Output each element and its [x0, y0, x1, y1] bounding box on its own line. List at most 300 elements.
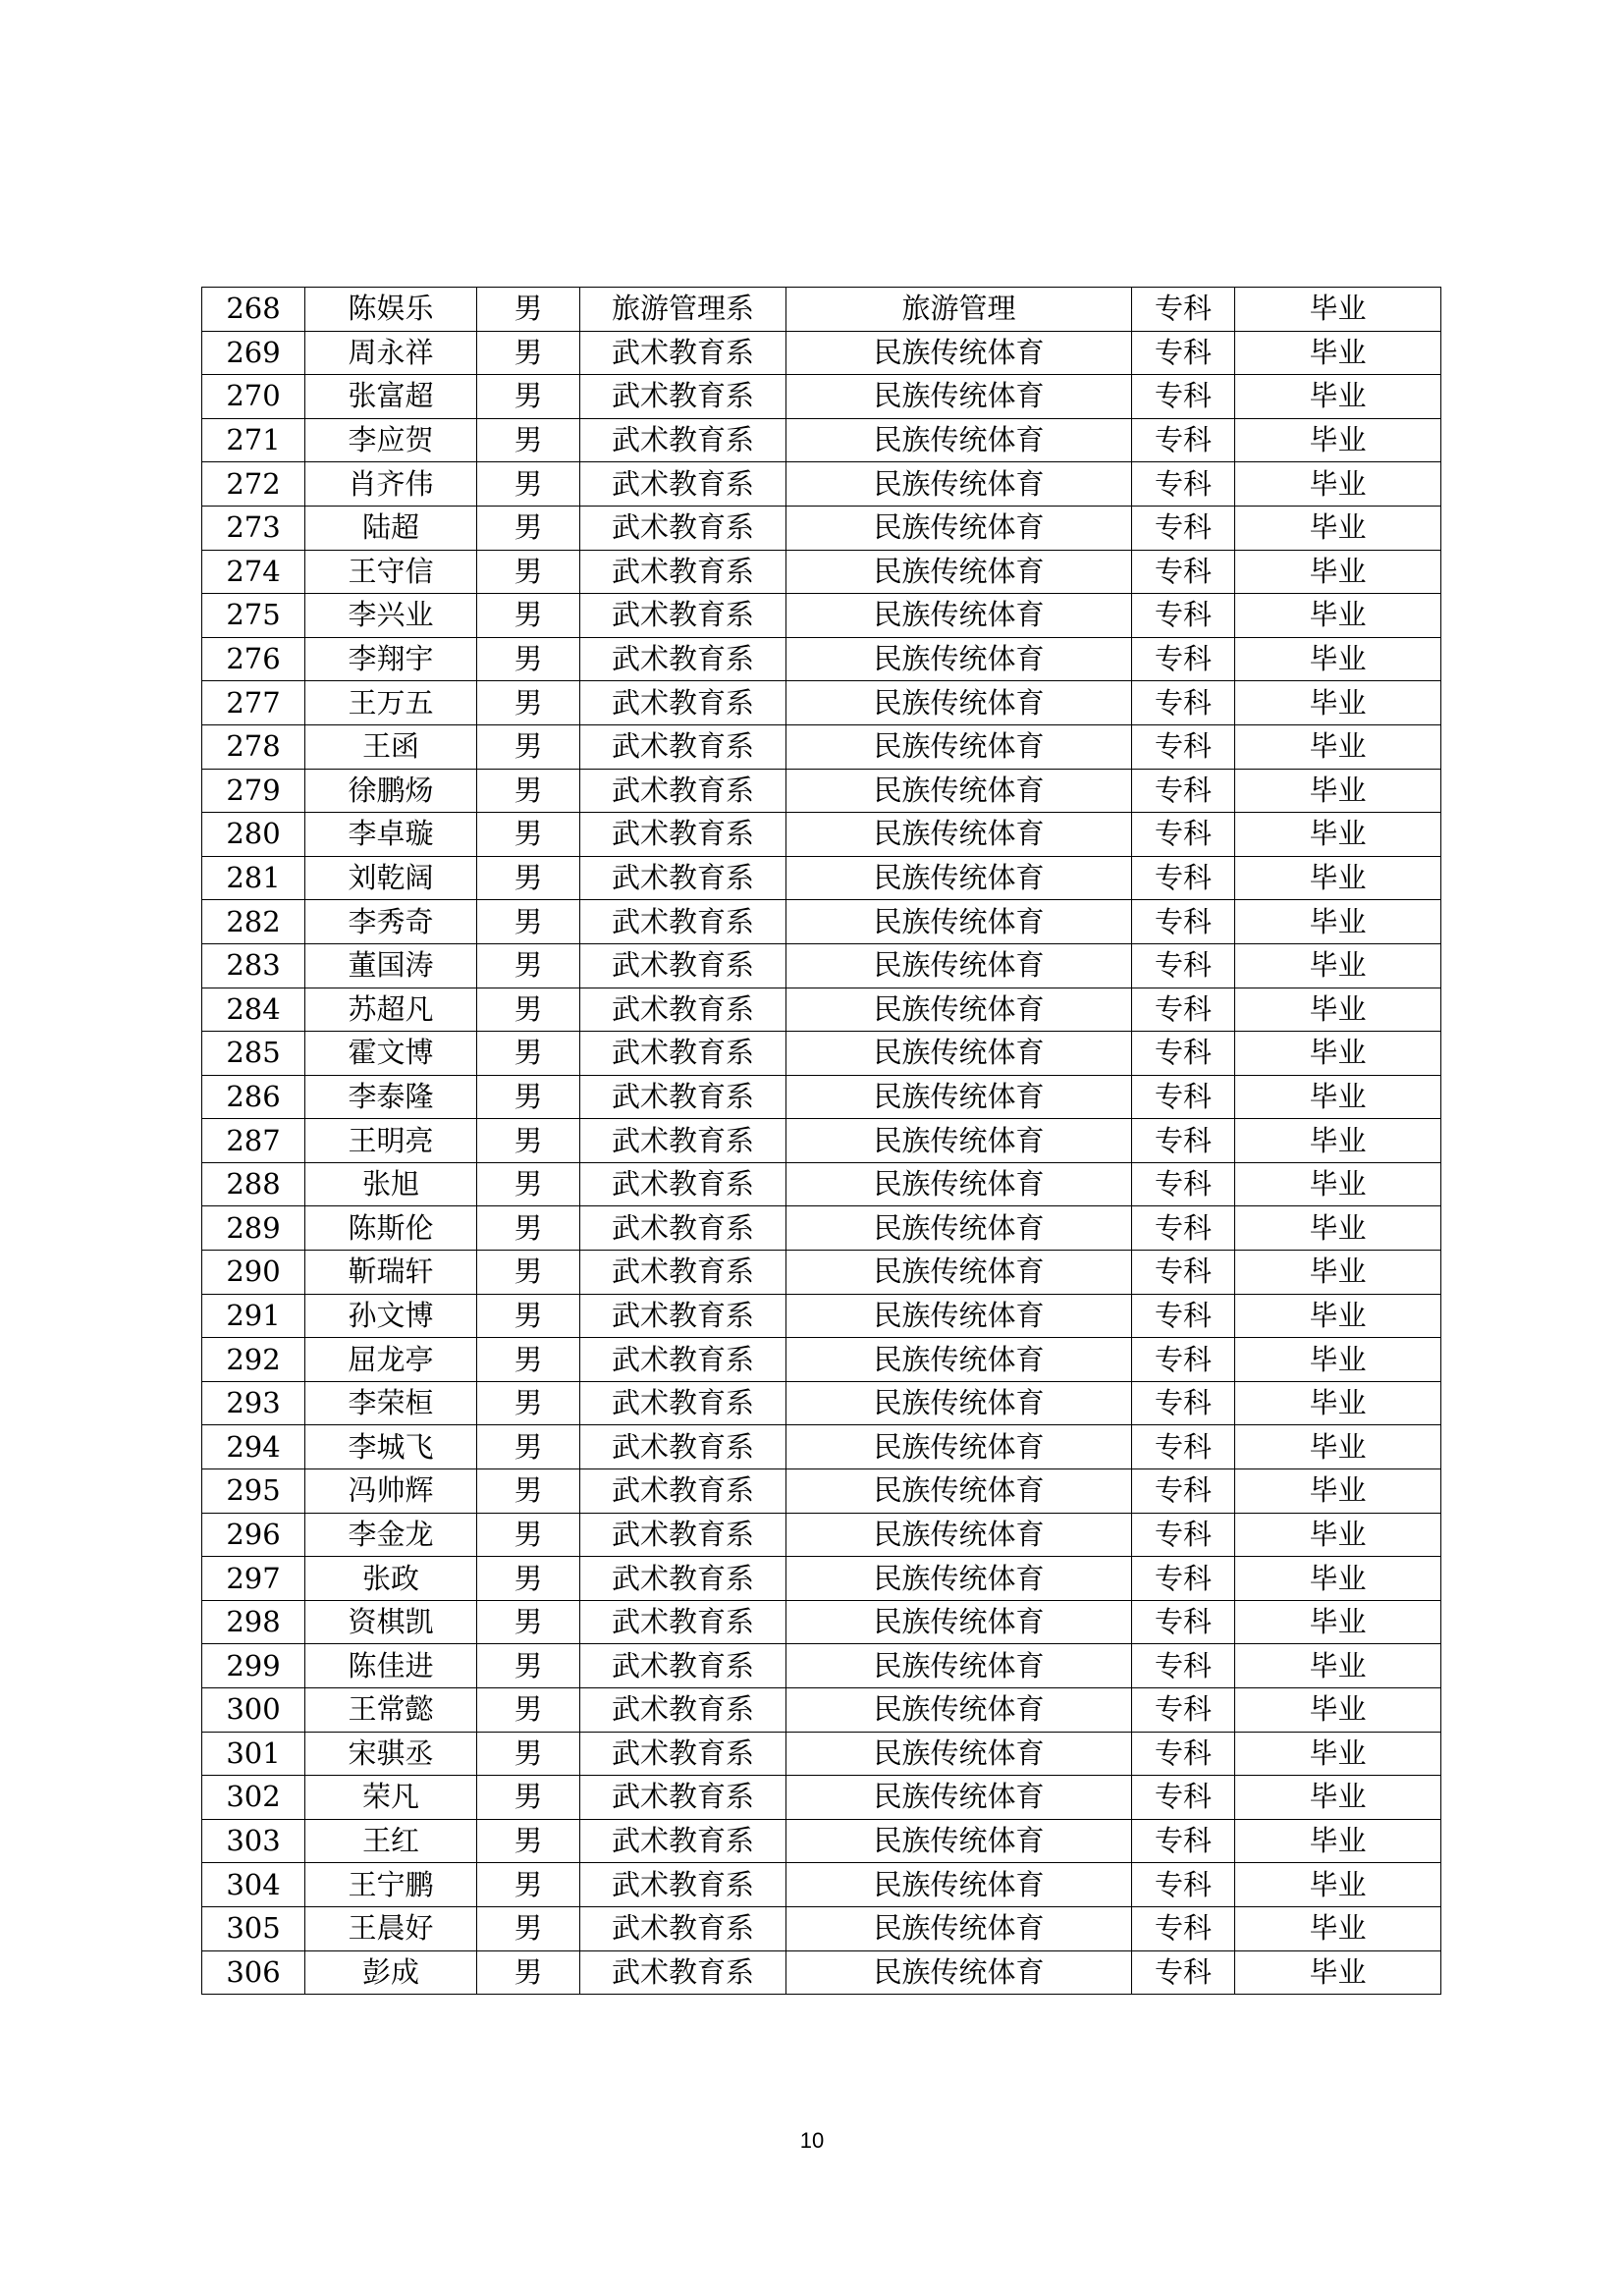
cell-gender: 男: [477, 1776, 580, 1820]
cell-status: 毕业: [1235, 1032, 1441, 1076]
cell-gender: 男: [477, 506, 580, 550]
cell-department: 武术教育系: [580, 1206, 786, 1251]
cell-department: 武术教育系: [580, 1425, 786, 1469]
table-row: [202, 288, 1441, 332]
cell-status: 毕业: [1235, 1950, 1441, 1995]
cell-gender: 男: [477, 1469, 580, 1514]
cell-level: 专科: [1132, 1644, 1235, 1688]
cell-major: 民族传统体育: [786, 1557, 1132, 1601]
cell-gender: 男: [477, 724, 580, 769]
table-body: [202, 288, 1441, 1995]
cell-status: 毕业: [1235, 1206, 1441, 1251]
cell-level: 专科: [1132, 1906, 1235, 1950]
cell-major: 民族传统体育: [786, 1032, 1132, 1076]
cell-status: 毕业: [1235, 1776, 1441, 1820]
cell-major: 民族传统体育: [786, 856, 1132, 900]
cell-department: 武术教育系: [580, 418, 786, 462]
cell-seq-no: 304: [202, 1863, 305, 1907]
cell-department: 武术教育系: [580, 1162, 786, 1206]
cell-name: 陈斯伦: [305, 1206, 477, 1251]
cell-gender: 男: [477, 943, 580, 988]
cell-status: 毕业: [1235, 1819, 1441, 1863]
table-row: [202, 1425, 1441, 1469]
cell-level: 专科: [1132, 856, 1235, 900]
cell-name: 王红: [305, 1819, 477, 1863]
cell-status: 毕业: [1235, 1600, 1441, 1644]
cell-seq-no: 276: [202, 637, 305, 681]
cell-gender: 男: [477, 1032, 580, 1076]
cell-major: 民族传统体育: [786, 988, 1132, 1032]
cell-status: 毕业: [1235, 813, 1441, 857]
table-row: [202, 1381, 1441, 1425]
cell-level: 专科: [1132, 1425, 1235, 1469]
cell-status: 毕业: [1235, 724, 1441, 769]
cell-level: 专科: [1132, 1732, 1235, 1776]
cell-department: 武术教育系: [580, 813, 786, 857]
cell-level: 专科: [1132, 331, 1235, 375]
cell-gender: 男: [477, 1819, 580, 1863]
cell-seq-no: 295: [202, 1469, 305, 1514]
cell-seq-no: 306: [202, 1950, 305, 1995]
cell-level: 专科: [1132, 1513, 1235, 1557]
cell-status: 毕业: [1235, 988, 1441, 1032]
cell-seq-no: 292: [202, 1338, 305, 1382]
cell-status: 毕业: [1235, 943, 1441, 988]
cell-gender: 男: [477, 418, 580, 462]
table-row: [202, 1294, 1441, 1338]
cell-department: 武术教育系: [580, 1075, 786, 1119]
cell-department: 武术教育系: [580, 1381, 786, 1425]
cell-major: 民族传统体育: [786, 506, 1132, 550]
cell-level: 专科: [1132, 988, 1235, 1032]
page-number: 10: [799, 2128, 825, 2153]
cell-status: 毕业: [1235, 288, 1441, 332]
cell-seq-no: 273: [202, 506, 305, 550]
cell-level: 专科: [1132, 1294, 1235, 1338]
cell-name: 王晨好: [305, 1906, 477, 1950]
cell-name: 王宁鹏: [305, 1863, 477, 1907]
cell-major: 民族传统体育: [786, 1425, 1132, 1469]
cell-department: 武术教育系: [580, 1950, 786, 1995]
cell-gender: 男: [477, 813, 580, 857]
cell-seq-no: 286: [202, 1075, 305, 1119]
cell-department: 武术教育系: [580, 1469, 786, 1514]
cell-seq-no: 282: [202, 900, 305, 944]
cell-major: 民族传统体育: [786, 1162, 1132, 1206]
table-row: [202, 594, 1441, 638]
table-row: [202, 1032, 1441, 1076]
cell-seq-no: 272: [202, 462, 305, 507]
table-row: [202, 769, 1441, 813]
cell-name: 肖齐伟: [305, 462, 477, 507]
cell-status: 毕业: [1235, 1075, 1441, 1119]
cell-name: 苏超凡: [305, 988, 477, 1032]
cell-department: 武术教育系: [580, 1732, 786, 1776]
cell-gender: 男: [477, 1513, 580, 1557]
cell-department: 武术教育系: [580, 462, 786, 507]
cell-gender: 男: [477, 988, 580, 1032]
cell-gender: 男: [477, 1557, 580, 1601]
cell-name: 李荣桓: [305, 1381, 477, 1425]
table-row: [202, 1119, 1441, 1163]
cell-status: 毕业: [1235, 462, 1441, 507]
cell-name: 宋骐丞: [305, 1732, 477, 1776]
cell-seq-no: 285: [202, 1032, 305, 1076]
table-row: [202, 637, 1441, 681]
cell-major: 民族传统体育: [786, 1469, 1132, 1514]
cell-major: 民族传统体育: [786, 1075, 1132, 1119]
cell-major: 民族传统体育: [786, 943, 1132, 988]
cell-gender: 男: [477, 1644, 580, 1688]
cell-department: 武术教育系: [580, 724, 786, 769]
cell-major: 民族传统体育: [786, 1732, 1132, 1776]
cell-name: 孙文博: [305, 1294, 477, 1338]
cell-major: 民族传统体育: [786, 1688, 1132, 1733]
cell-status: 毕业: [1235, 681, 1441, 725]
table-row: [202, 1732, 1441, 1776]
cell-gender: 男: [477, 1425, 580, 1469]
table-row: [202, 1251, 1441, 1295]
cell-major: 民族传统体育: [786, 1381, 1132, 1425]
cell-major: 民族传统体育: [786, 1294, 1132, 1338]
cell-major: 民族传统体育: [786, 1863, 1132, 1907]
cell-name: 李卓璇: [305, 813, 477, 857]
cell-department: 武术教育系: [580, 331, 786, 375]
cell-name: 徐鹏炀: [305, 769, 477, 813]
cell-seq-no: 283: [202, 943, 305, 988]
table-row: [202, 462, 1441, 507]
cell-level: 专科: [1132, 681, 1235, 725]
cell-name: 荣凡: [305, 1776, 477, 1820]
cell-level: 专科: [1132, 550, 1235, 594]
cell-level: 专科: [1132, 288, 1235, 332]
cell-name: 靳瑞轩: [305, 1251, 477, 1295]
cell-level: 专科: [1132, 813, 1235, 857]
cell-status: 毕业: [1235, 1469, 1441, 1514]
cell-name: 彭成: [305, 1950, 477, 1995]
cell-name: 李城飞: [305, 1425, 477, 1469]
cell-gender: 男: [477, 288, 580, 332]
cell-name: 霍文博: [305, 1032, 477, 1076]
cell-level: 专科: [1132, 1251, 1235, 1295]
cell-level: 专科: [1132, 943, 1235, 988]
cell-status: 毕业: [1235, 1732, 1441, 1776]
cell-name: 刘乾阔: [305, 856, 477, 900]
cell-major: 民族传统体育: [786, 331, 1132, 375]
cell-status: 毕业: [1235, 1119, 1441, 1163]
cell-status: 毕业: [1235, 856, 1441, 900]
cell-seq-no: 290: [202, 1251, 305, 1295]
table-row: [202, 724, 1441, 769]
cell-status: 毕业: [1235, 1863, 1441, 1907]
cell-status: 毕业: [1235, 594, 1441, 638]
cell-seq-no: 271: [202, 418, 305, 462]
cell-department: 武术教育系: [580, 1119, 786, 1163]
cell-status: 毕业: [1235, 331, 1441, 375]
cell-gender: 男: [477, 462, 580, 507]
cell-major: 民族传统体育: [786, 1600, 1132, 1644]
cell-gender: 男: [477, 900, 580, 944]
table-row: [202, 1075, 1441, 1119]
cell-level: 专科: [1132, 1819, 1235, 1863]
cell-gender: 男: [477, 1906, 580, 1950]
cell-seq-no: 291: [202, 1294, 305, 1338]
cell-seq-no: 297: [202, 1557, 305, 1601]
cell-department: 武术教育系: [580, 1513, 786, 1557]
cell-name: 冯帅辉: [305, 1469, 477, 1514]
cell-gender: 男: [477, 1732, 580, 1776]
table-row: [202, 900, 1441, 944]
cell-department: 武术教育系: [580, 1863, 786, 1907]
cell-seq-no: 303: [202, 1819, 305, 1863]
cell-name: 张旭: [305, 1162, 477, 1206]
table-row: [202, 550, 1441, 594]
cell-department: 武术教育系: [580, 1644, 786, 1688]
cell-status: 毕业: [1235, 769, 1441, 813]
cell-level: 专科: [1132, 1075, 1235, 1119]
cell-level: 专科: [1132, 1950, 1235, 1995]
cell-status: 毕业: [1235, 418, 1441, 462]
table-row: [202, 1206, 1441, 1251]
table-row: [202, 1644, 1441, 1688]
cell-department: 武术教育系: [580, 594, 786, 638]
cell-name: 李翔宇: [305, 637, 477, 681]
cell-name: 周永祥: [305, 331, 477, 375]
cell-department: 武术教育系: [580, 1906, 786, 1950]
cell-seq-no: 305: [202, 1906, 305, 1950]
cell-level: 专科: [1132, 418, 1235, 462]
cell-gender: 男: [477, 1688, 580, 1733]
cell-gender: 男: [477, 1600, 580, 1644]
cell-seq-no: 296: [202, 1513, 305, 1557]
cell-gender: 男: [477, 375, 580, 419]
table-row: [202, 375, 1441, 419]
cell-gender: 男: [477, 681, 580, 725]
cell-department: 武术教育系: [580, 988, 786, 1032]
cell-major: 民族传统体育: [786, 681, 1132, 725]
cell-major: 民族传统体育: [786, 1644, 1132, 1688]
cell-level: 专科: [1132, 1381, 1235, 1425]
cell-seq-no: 300: [202, 1688, 305, 1733]
cell-department: 武术教育系: [580, 1557, 786, 1601]
table-row: [202, 1819, 1441, 1863]
table-row: [202, 1863, 1441, 1907]
table-row: [202, 1906, 1441, 1950]
cell-level: 专科: [1132, 1600, 1235, 1644]
cell-major: 民族传统体育: [786, 550, 1132, 594]
cell-seq-no: 293: [202, 1381, 305, 1425]
cell-status: 毕业: [1235, 1338, 1441, 1382]
cell-major: 民族传统体育: [786, 1251, 1132, 1295]
cell-major: 民族传统体育: [786, 462, 1132, 507]
table-row: [202, 331, 1441, 375]
cell-gender: 男: [477, 1338, 580, 1382]
cell-name: 王明亮: [305, 1119, 477, 1163]
cell-major: 民族传统体育: [786, 637, 1132, 681]
table-row: [202, 1776, 1441, 1820]
cell-major: 民族传统体育: [786, 1906, 1132, 1950]
cell-major: 民族传统体育: [786, 1206, 1132, 1251]
cell-status: 毕业: [1235, 1294, 1441, 1338]
cell-status: 毕业: [1235, 1251, 1441, 1295]
cell-gender: 男: [477, 1294, 580, 1338]
cell-name: 陆超: [305, 506, 477, 550]
cell-status: 毕业: [1235, 1688, 1441, 1733]
cell-major: 民族传统体育: [786, 1119, 1132, 1163]
cell-major: 民族传统体育: [786, 1338, 1132, 1382]
table-row: [202, 1469, 1441, 1514]
cell-level: 专科: [1132, 1032, 1235, 1076]
cell-department: 武术教育系: [580, 1819, 786, 1863]
cell-name: 李应贺: [305, 418, 477, 462]
cell-gender: 男: [477, 550, 580, 594]
cell-department: 武术教育系: [580, 550, 786, 594]
table-row: [202, 1600, 1441, 1644]
cell-department: 武术教育系: [580, 769, 786, 813]
table-row: [202, 1688, 1441, 1733]
cell-seq-no: 279: [202, 769, 305, 813]
cell-major: 旅游管理: [786, 288, 1132, 332]
cell-department: 武术教育系: [580, 375, 786, 419]
cell-level: 专科: [1132, 1338, 1235, 1382]
cell-seq-no: 284: [202, 988, 305, 1032]
cell-gender: 男: [477, 594, 580, 638]
cell-name: 张富超: [305, 375, 477, 419]
cell-level: 专科: [1132, 1162, 1235, 1206]
cell-department: 武术教育系: [580, 900, 786, 944]
table-row: [202, 813, 1441, 857]
cell-name: 王函: [305, 724, 477, 769]
cell-level: 专科: [1132, 1557, 1235, 1601]
cell-name: 李金龙: [305, 1513, 477, 1557]
cell-department: 武术教育系: [580, 681, 786, 725]
cell-status: 毕业: [1235, 506, 1441, 550]
cell-level: 专科: [1132, 724, 1235, 769]
cell-seq-no: 275: [202, 594, 305, 638]
table-row: [202, 1162, 1441, 1206]
cell-level: 专科: [1132, 1469, 1235, 1514]
cell-seq-no: 302: [202, 1776, 305, 1820]
cell-level: 专科: [1132, 506, 1235, 550]
cell-department: 武术教育系: [580, 1338, 786, 1382]
cell-level: 专科: [1132, 900, 1235, 944]
cell-gender: 男: [477, 1206, 580, 1251]
cell-department: 武术教育系: [580, 637, 786, 681]
table-row: [202, 1338, 1441, 1382]
cell-department: 旅游管理系: [580, 288, 786, 332]
cell-name: 李秀奇: [305, 900, 477, 944]
cell-seq-no: 274: [202, 550, 305, 594]
cell-name: 王常懿: [305, 1688, 477, 1733]
cell-level: 专科: [1132, 637, 1235, 681]
cell-seq-no: 277: [202, 681, 305, 725]
table-row: [202, 988, 1441, 1032]
cell-gender: 男: [477, 1863, 580, 1907]
cell-seq-no: 301: [202, 1732, 305, 1776]
table-row: [202, 681, 1441, 725]
cell-status: 毕业: [1235, 1513, 1441, 1557]
table-row: [202, 506, 1441, 550]
cell-major: 民族传统体育: [786, 1776, 1132, 1820]
cell-department: 武术教育系: [580, 943, 786, 988]
cell-name: 董国涛: [305, 943, 477, 988]
cell-major: 民族传统体育: [786, 1513, 1132, 1557]
cell-level: 专科: [1132, 594, 1235, 638]
cell-seq-no: 280: [202, 813, 305, 857]
cell-name: 屈龙亭: [305, 1338, 477, 1382]
cell-status: 毕业: [1235, 1644, 1441, 1688]
cell-department: 武术教育系: [580, 1294, 786, 1338]
cell-seq-no: 289: [202, 1206, 305, 1251]
cell-status: 毕业: [1235, 1425, 1441, 1469]
table-row: [202, 1557, 1441, 1601]
cell-level: 专科: [1132, 769, 1235, 813]
cell-gender: 男: [477, 1381, 580, 1425]
table-row: [202, 856, 1441, 900]
cell-level: 专科: [1132, 1688, 1235, 1733]
cell-gender: 男: [477, 1950, 580, 1995]
table-row: [202, 943, 1441, 988]
cell-level: 专科: [1132, 1776, 1235, 1820]
table-row: [202, 1950, 1441, 1995]
cell-status: 毕业: [1235, 1906, 1441, 1950]
cell-status: 毕业: [1235, 375, 1441, 419]
cell-seq-no: 288: [202, 1162, 305, 1206]
cell-level: 专科: [1132, 1206, 1235, 1251]
cell-level: 专科: [1132, 462, 1235, 507]
cell-major: 民族传统体育: [786, 1950, 1132, 1995]
cell-seq-no: 299: [202, 1644, 305, 1688]
cell-major: 民族传统体育: [786, 1819, 1132, 1863]
cell-seq-no: 269: [202, 331, 305, 375]
cell-major: 民族传统体育: [786, 594, 1132, 638]
cell-gender: 男: [477, 331, 580, 375]
cell-name: 张政: [305, 1557, 477, 1601]
cell-major: 民族传统体育: [786, 418, 1132, 462]
table-row: [202, 1513, 1441, 1557]
cell-name: 陈佳进: [305, 1644, 477, 1688]
cell-seq-no: 278: [202, 724, 305, 769]
cell-major: 民族传统体育: [786, 769, 1132, 813]
cell-level: 专科: [1132, 1863, 1235, 1907]
cell-status: 毕业: [1235, 1381, 1441, 1425]
cell-gender: 男: [477, 637, 580, 681]
cell-status: 毕业: [1235, 550, 1441, 594]
cell-major: 民族传统体育: [786, 900, 1132, 944]
cell-seq-no: 268: [202, 288, 305, 332]
cell-seq-no: 270: [202, 375, 305, 419]
cell-status: 毕业: [1235, 1557, 1441, 1601]
cell-status: 毕业: [1235, 1162, 1441, 1206]
cell-name: 王守信: [305, 550, 477, 594]
cell-status: 毕业: [1235, 637, 1441, 681]
cell-seq-no: 294: [202, 1425, 305, 1469]
cell-gender: 男: [477, 1251, 580, 1295]
cell-department: 武术教育系: [580, 1600, 786, 1644]
cell-department: 武术教育系: [580, 1251, 786, 1295]
cell-department: 武术教育系: [580, 1776, 786, 1820]
cell-department: 武术教育系: [580, 1032, 786, 1076]
cell-department: 武术教育系: [580, 1688, 786, 1733]
cell-name: 王万五: [305, 681, 477, 725]
cell-name: 李兴业: [305, 594, 477, 638]
cell-major: 民族传统体育: [786, 813, 1132, 857]
cell-department: 武术教育系: [580, 506, 786, 550]
table-row: [202, 418, 1441, 462]
cell-gender: 男: [477, 769, 580, 813]
cell-gender: 男: [477, 1162, 580, 1206]
cell-gender: 男: [477, 1075, 580, 1119]
